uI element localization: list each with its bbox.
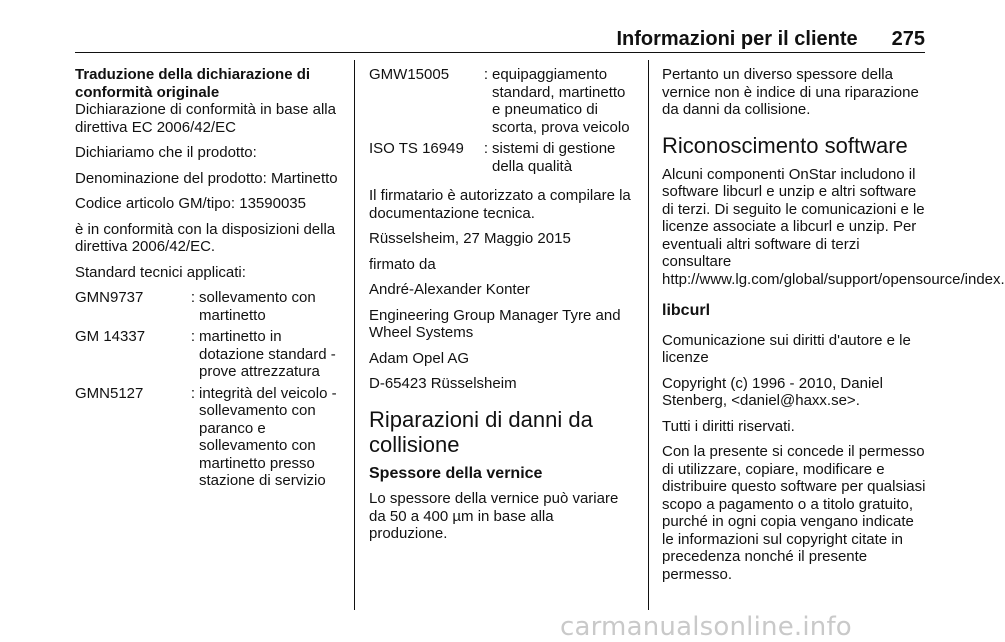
standard-description: martinetto in dotazione standard - prove attrezzatura bbox=[199, 328, 336, 380]
standard-code: GMN5127 bbox=[75, 384, 144, 402]
signatory-role: Engineering Group Manager Tyre and Wheel Systems bbox=[369, 306, 621, 341]
paragraph: Copyright (c) 1996 - 2010, Daniel Stenberg, <daniel@haxx.se>. bbox=[662, 374, 883, 409]
standard-code: GM 14337 bbox=[75, 328, 146, 345]
column-1 bbox=[75, 66, 350, 494]
section-heading: Riconoscimento software bbox=[662, 132, 908, 158]
paragraph: Con la presente si concede il permesso di utilizzare, copiare, modificare e distribuire questo software per qualsiasi scopo a pagamento o a titolo gratuito, purché in ogni copia vengano indicate le informazioni sul copyright citate in precedenza nonché il presente permesso. bbox=[662, 443, 926, 583]
standard-description: sollevamento con martinetto bbox=[199, 289, 316, 324]
declaration-heading: Traduzione della dichiarazione di conformità originale bbox=[75, 66, 311, 101]
paragraph: firmato da bbox=[369, 255, 436, 273]
paragraph: Dichiariamo che il prodotto: bbox=[75, 144, 257, 161]
company-name: Adam Opel AG bbox=[369, 349, 470, 367]
standard-description: integrità del veicolo - sollevamento con paranco e sollevamento con martinetto presso stazione di servizio bbox=[199, 384, 337, 489]
standard-row bbox=[75, 385, 350, 490]
standard-row bbox=[75, 289, 350, 324]
standard-row bbox=[75, 328, 350, 381]
standard-description: sistemi di gestione della qualità bbox=[492, 140, 616, 175]
standard-description: equipaggiamento standard, martinetto e pneumatico di scorta, prova veicolo bbox=[492, 66, 630, 136]
section-heading: Riparazioni di danni da collisione bbox=[369, 406, 593, 457]
header-rule bbox=[75, 52, 925, 53]
standard-code: ISO TS 16949 bbox=[369, 140, 464, 157]
watermark-text: carmanualsonline.info bbox=[560, 612, 852, 642]
place-date: Rüsselsheim, 27 Maggio 2015 bbox=[369, 230, 571, 247]
column-2 bbox=[369, 66, 633, 551]
paragraph: Codice articolo GM/tipo: 13590035 bbox=[75, 195, 306, 212]
standard-separator: : bbox=[190, 328, 196, 345]
standard-row bbox=[369, 66, 633, 136]
subsection-heading: libcurl bbox=[662, 302, 711, 319]
paragraph: Denominazione del prodotto: Martinetto bbox=[75, 169, 338, 187]
paragraph: Comunicazione sui diritti d'autore e le licenze bbox=[662, 331, 911, 366]
standard-separator: : bbox=[483, 140, 489, 157]
paragraph: Dichiarazione di conformità in base alla direttiva EC 2006/42/EC bbox=[75, 101, 336, 136]
page-number: 275 bbox=[891, 28, 925, 50]
standard-code: GMW15005 bbox=[369, 66, 450, 83]
paragraph: Tutti i diritti riservati. bbox=[662, 417, 795, 435]
standard-separator: : bbox=[190, 289, 196, 306]
subsection-heading: Spessore della vernice bbox=[369, 464, 543, 482]
paragraph: Lo spessore della vernice può variare da 50 a 400 µm in base alla produzione. bbox=[369, 490, 619, 542]
column-divider-2 bbox=[648, 60, 649, 610]
paragraph: Alcuni componenti OnStar includono il software libcurl e unzip e altri software di terzi. Di seguito le comunicazioni e le licenze associate a libcurl e unzip. Per eventuali altri software di terzi consultare http://www.lg.com/global/support/opensource/index. bbox=[662, 165, 1005, 288]
paragraph: Pertanto un diverso spessore della vernice non è indice di una riparazione da danni da collisione. bbox=[662, 66, 919, 118]
section-title: Informazioni per il cliente bbox=[616, 28, 858, 50]
column-3 bbox=[662, 66, 1005, 591]
signatory-name: André-Alexander Konter bbox=[369, 281, 530, 298]
page-header bbox=[75, 28, 925, 50]
standard-row bbox=[369, 140, 633, 175]
company-address: D-65423 Rüsselsheim bbox=[369, 375, 517, 392]
paragraph: è in conformità con la disposizioni della direttiva 2006/42/EC. bbox=[75, 220, 336, 255]
paragraph: Il firmatario è autorizzato a compilare la documentazione tecnica. bbox=[369, 187, 631, 222]
standard-code: GMN9737 bbox=[75, 289, 144, 306]
standard-separator: : bbox=[190, 384, 196, 402]
standard-separator: : bbox=[483, 66, 489, 83]
paragraph: Standard tecnici applicati: bbox=[75, 263, 246, 281]
column-divider-1 bbox=[354, 60, 355, 610]
